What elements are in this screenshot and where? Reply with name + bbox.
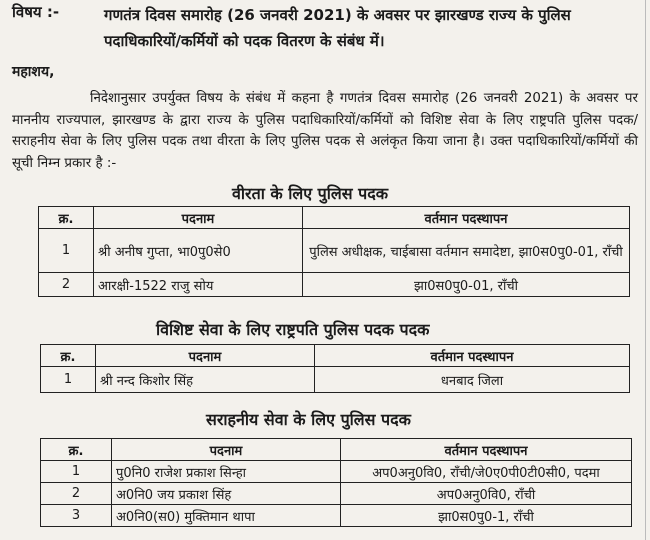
table-row <box>41 505 632 527</box>
table-header-row <box>41 345 630 367</box>
gallantry-medal-table <box>38 206 630 297</box>
table-row <box>41 367 630 393</box>
table-row <box>39 229 630 273</box>
page-edge-line <box>645 0 646 540</box>
col-header-name: पदनाम <box>96 345 315 367</box>
body-paragraph: निदेशानुसार उपर्युक्त विषय के संबंध में कहना है गणतंत्र दिवस समारोह (26 जनवरी 2021) के अवसर पर माननीय राज्यपाल, झारखण्ड के द्वारा राज्य के पुलिस पदाधिकारियों/कर्मियों को विशिष्ट सेवा के लिए राष्ट्रपति पुलिस पदक/सराहनीय सेवा के लिए पुलिस पदक तथा वीरता के लिए पुलिस पदक से अलंकृत किया जाना है। उक्त पदाधिकारियों/कर्मियों की सूची निम्न प्रकार है :- <box>12 91 638 171</box>
table-row <box>41 483 632 505</box>
col-header-name: पदनाम <box>94 207 303 229</box>
col-header-sl: क्र. <box>41 345 96 367</box>
table-header-row <box>39 207 630 229</box>
section-title-meritorious: सराहनीय सेवा के लिए पुलिस पदक <box>206 410 411 429</box>
cell-sl: 2 <box>41 483 112 505</box>
section-title-distinguished: विशिष्ट सेवा के लिए राष्ट्रपति पुलिस पदक पदक <box>156 320 430 339</box>
meritorious-medal-table <box>40 438 632 527</box>
distinguished-medal-table <box>40 344 630 393</box>
cell-posting: पुलिस अधीक्षक, चाईबासा वर्तमान समादेष्टा, झा0स0पु0-01, राँची <box>303 229 630 273</box>
cell-name: अ0नि0 जय प्रकाश सिंह <box>112 483 341 505</box>
cell-name: पु0नि0 राजेश प्रकाश सिन्हा <box>112 461 341 483</box>
col-header-sl: क्र. <box>39 207 94 229</box>
col-header-sl: क्र. <box>41 439 112 461</box>
cell-name: आरक्षी-1522 राजु सोय <box>94 273 303 297</box>
table-row <box>39 273 630 297</box>
cell-name: श्री नन्द किशोर सिंह <box>96 367 315 393</box>
cell-name: अ0नि0(स0) मुक्तिमान थापा <box>112 505 341 527</box>
cell-posting: धनबाद जिला <box>315 367 630 393</box>
cell-posting: अप0अनु0वि0, राँची/जे0ए0पी0टी0सी0, पदमा <box>341 461 632 483</box>
cell-posting: झा0स0पु0-01, राँची <box>303 273 630 297</box>
cell-sl: 1 <box>39 229 94 273</box>
cell-sl: 1 <box>41 461 112 483</box>
subject-label: विषय :- <box>12 3 60 21</box>
col-header-posting: वर्तमान पदस्थापन <box>303 207 630 229</box>
section-title-gallantry: वीरता के लिए पुलिस पदक <box>232 184 389 203</box>
table-header-row <box>41 439 632 461</box>
cell-posting: अप0अनु0वि0, राँची <box>341 483 632 505</box>
cell-sl: 1 <box>41 367 96 393</box>
table-row <box>41 461 632 483</box>
subject-text: गणतंत्र दिवस समारोह (26 जनवरी 2021) के अवसर पर झारखण्ड राज्य के पुलिस पदाधिकारियों/कर्मियों को पदक वितरण के संबंध में। <box>104 6 571 50</box>
cell-posting: झा0स0पु0-1, राँची <box>341 505 632 527</box>
col-header-posting: वर्तमान पदस्थापन <box>315 345 630 367</box>
cell-name: श्री अनीष गुप्ता, भा0पु0से0 <box>94 229 303 273</box>
cell-sl: 3 <box>41 505 112 527</box>
salutation: महाशय, <box>12 64 55 80</box>
col-header-name: पदनाम <box>112 439 341 461</box>
col-header-posting: वर्तमान पदस्थापन <box>341 439 632 461</box>
cell-sl: 2 <box>39 273 94 297</box>
